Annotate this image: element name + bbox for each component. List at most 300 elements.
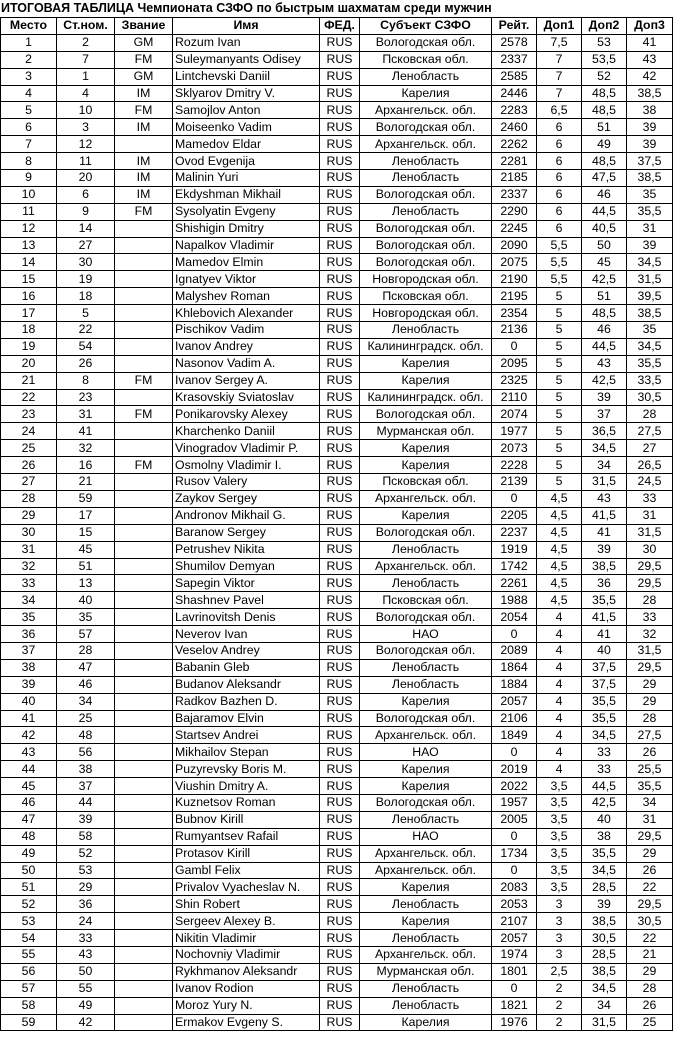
cell-tiebreak1: 5 xyxy=(537,288,582,305)
cell-tiebreak1: 4,5 xyxy=(537,490,582,507)
cell-tiebreak3: 33 xyxy=(627,490,673,507)
cell-rating: 2446 xyxy=(492,85,537,102)
cell-federation: RUS xyxy=(320,153,360,170)
cell-title xyxy=(115,727,173,744)
cell-place: 26 xyxy=(1,457,57,474)
cell-place: 50 xyxy=(1,862,57,879)
cell-name: Ovod Evgenija xyxy=(173,153,320,170)
cell-title xyxy=(115,220,173,237)
table-row xyxy=(1,626,673,643)
cell-region: Ленобласть xyxy=(360,811,492,828)
cell-tiebreak1: 5 xyxy=(537,474,582,491)
cell-title xyxy=(115,980,173,997)
cell-place: 17 xyxy=(1,305,57,322)
cell-tiebreak2: 53 xyxy=(582,34,627,51)
cell-start-number: 42 xyxy=(57,1014,115,1031)
cell-rating: 1742 xyxy=(492,558,537,575)
results-body xyxy=(1,34,673,1031)
cell-title xyxy=(115,913,173,930)
cell-place: 27 xyxy=(1,474,57,491)
cell-start-number: 38 xyxy=(57,761,115,778)
cell-tiebreak2: 42,5 xyxy=(582,271,627,288)
cell-tiebreak2: 37 xyxy=(582,406,627,423)
cell-rating: 2136 xyxy=(492,322,537,339)
cell-tiebreak1: 4 xyxy=(537,693,582,710)
cell-name: Vinogradov Vladimir P. xyxy=(173,440,320,457)
cell-rating: 2089 xyxy=(492,642,537,659)
cell-tiebreak1: 7 xyxy=(537,85,582,102)
cell-region: НАО xyxy=(360,744,492,761)
cell-name: Ivanov Sergey A. xyxy=(173,372,320,389)
cell-title xyxy=(115,524,173,541)
table-row xyxy=(1,609,673,626)
cell-title xyxy=(115,963,173,980)
table-row xyxy=(1,68,673,85)
cell-name: Nochovniy Vladimir xyxy=(173,946,320,963)
cell-federation: RUS xyxy=(320,761,360,778)
cell-title xyxy=(115,609,173,626)
cell-start-number: 14 xyxy=(57,220,115,237)
cell-region: Новгородская обл. xyxy=(360,305,492,322)
cell-tiebreak3: 31 xyxy=(627,220,673,237)
cell-federation: RUS xyxy=(320,980,360,997)
cell-title: FM xyxy=(115,406,173,423)
cell-title xyxy=(115,659,173,676)
cell-title xyxy=(115,896,173,913)
cell-tiebreak2: 38,5 xyxy=(582,913,627,930)
cell-start-number: 27 xyxy=(57,237,115,254)
cell-tiebreak3: 31,5 xyxy=(627,642,673,659)
cell-tiebreak2: 34,5 xyxy=(582,980,627,997)
cell-tiebreak3: 33,5 xyxy=(627,372,673,389)
cell-name: Kuznetsov Roman xyxy=(173,794,320,811)
cell-region: Ленобласть xyxy=(360,153,492,170)
cell-place: 56 xyxy=(1,963,57,980)
cell-rating: 1734 xyxy=(492,845,537,862)
cell-place: 57 xyxy=(1,980,57,997)
cell-tiebreak2: 48,5 xyxy=(582,102,627,119)
cell-name: Mikhailov Stepan xyxy=(173,744,320,761)
cell-region: Ленобласть xyxy=(360,896,492,913)
cell-tiebreak2: 53,5 xyxy=(582,51,627,68)
cell-federation: RUS xyxy=(320,710,360,727)
cell-title xyxy=(115,474,173,491)
cell-tiebreak2: 41 xyxy=(582,626,627,643)
cell-name: Mamedov Elmin xyxy=(173,254,320,271)
cell-rating: 2057 xyxy=(492,693,537,710)
cell-rating: 2354 xyxy=(492,305,537,322)
cell-title: FM xyxy=(115,372,173,389)
cell-tiebreak3: 35,5 xyxy=(627,355,673,372)
cell-federation: RUS xyxy=(320,136,360,153)
cell-title xyxy=(115,693,173,710)
cell-name: Shin Robert xyxy=(173,896,320,913)
cell-place: 53 xyxy=(1,913,57,930)
cell-name: Ermakov Evgeny S. xyxy=(173,1014,320,1031)
cell-rating: 1919 xyxy=(492,541,537,558)
cell-federation: RUS xyxy=(320,862,360,879)
cell-region: Вологодская обл. xyxy=(360,237,492,254)
cell-tiebreak3: 37,5 xyxy=(627,153,673,170)
cell-title xyxy=(115,761,173,778)
cell-tiebreak3: 29,5 xyxy=(627,558,673,575)
cell-tiebreak2: 48,5 xyxy=(582,153,627,170)
cell-start-number: 57 xyxy=(57,626,115,643)
cell-region: Вологодская обл. xyxy=(360,794,492,811)
cell-federation: RUS xyxy=(320,575,360,592)
cell-tiebreak3: 29 xyxy=(627,676,673,693)
cell-tiebreak3: 38,5 xyxy=(627,85,673,102)
cell-title xyxy=(115,338,173,355)
table-row xyxy=(1,659,673,676)
cell-tiebreak3: 22 xyxy=(627,879,673,896)
cell-region: Карелия xyxy=(360,507,492,524)
cell-tiebreak2: 46 xyxy=(582,186,627,203)
cell-start-number: 51 xyxy=(57,558,115,575)
cell-tiebreak2: 36 xyxy=(582,575,627,592)
cell-tiebreak2: 39 xyxy=(582,389,627,406)
cell-start-number: 30 xyxy=(57,254,115,271)
cell-rating: 1821 xyxy=(492,997,537,1014)
cell-name: Andronov Mikhail G. xyxy=(173,507,320,524)
cell-tiebreak1: 5,5 xyxy=(537,254,582,271)
cell-tiebreak2: 34,5 xyxy=(582,440,627,457)
cell-tiebreak2: 34,5 xyxy=(582,862,627,879)
cell-name: Lintchevski Daniil xyxy=(173,68,320,85)
table-row xyxy=(1,254,673,271)
cell-start-number: 50 xyxy=(57,963,115,980)
cell-start-number: 15 xyxy=(57,524,115,541)
cell-start-number: 53 xyxy=(57,862,115,879)
cell-title: IM xyxy=(115,170,173,187)
cell-tiebreak3: 39,5 xyxy=(627,288,673,305)
cell-tiebreak1: 4,5 xyxy=(537,558,582,575)
cell-region: Псковская обл. xyxy=(360,592,492,609)
cell-region: Архангельск. обл. xyxy=(360,845,492,862)
cell-place: 12 xyxy=(1,220,57,237)
cell-rating: 2337 xyxy=(492,186,537,203)
cell-title xyxy=(115,676,173,693)
column-header-name: Имя xyxy=(173,18,320,35)
cell-title xyxy=(115,592,173,609)
table-row xyxy=(1,85,673,102)
cell-tiebreak1: 7 xyxy=(537,51,582,68)
cell-name: Krasovskiy Sviatoslav xyxy=(173,389,320,406)
cell-rating: 1849 xyxy=(492,727,537,744)
cell-region: Ленобласть xyxy=(360,322,492,339)
table-row xyxy=(1,997,673,1014)
cell-rating: 2019 xyxy=(492,761,537,778)
cell-title: IM xyxy=(115,186,173,203)
table-row xyxy=(1,203,673,220)
cell-rating: 1864 xyxy=(492,659,537,676)
cell-tiebreak2: 43 xyxy=(582,490,627,507)
cell-region: Карелия xyxy=(360,85,492,102)
cell-region: Ленобласть xyxy=(360,68,492,85)
cell-name: Sapegin Viktor xyxy=(173,575,320,592)
cell-rating: 2578 xyxy=(492,34,537,51)
cell-place: 3 xyxy=(1,68,57,85)
results-table xyxy=(0,17,673,1031)
cell-region: Архангельск. обл. xyxy=(360,862,492,879)
table-row xyxy=(1,558,673,575)
cell-start-number: 28 xyxy=(57,642,115,659)
cell-name: Bubnov Kirill xyxy=(173,811,320,828)
cell-tiebreak1: 6 xyxy=(537,203,582,220)
cell-rating: 1957 xyxy=(492,794,537,811)
cell-start-number: 36 xyxy=(57,896,115,913)
cell-rating: 2585 xyxy=(492,68,537,85)
cell-region: Ленобласть xyxy=(360,575,492,592)
cell-tiebreak1: 2 xyxy=(537,1014,582,1031)
cell-federation: RUS xyxy=(320,68,360,85)
cell-region: Карелия xyxy=(360,440,492,457)
cell-region: Вологодская обл. xyxy=(360,710,492,727)
cell-tiebreak1: 3 xyxy=(537,913,582,930)
cell-rating: 0 xyxy=(492,490,537,507)
cell-title xyxy=(115,440,173,457)
table-row xyxy=(1,406,673,423)
cell-start-number: 17 xyxy=(57,507,115,524)
cell-tiebreak3: 33 xyxy=(627,609,673,626)
cell-tiebreak2: 48,5 xyxy=(582,85,627,102)
table-row xyxy=(1,845,673,862)
cell-region: Карелия xyxy=(360,693,492,710)
cell-start-number: 39 xyxy=(57,811,115,828)
cell-tiebreak3: 22 xyxy=(627,930,673,947)
cell-title: GM xyxy=(115,68,173,85)
cell-title: GM xyxy=(115,34,173,51)
cell-rating: 2057 xyxy=(492,930,537,947)
cell-place: 16 xyxy=(1,288,57,305)
cell-tiebreak3: 28 xyxy=(627,710,673,727)
cell-federation: RUS xyxy=(320,507,360,524)
cell-name: Moroz Yury N. xyxy=(173,997,320,1014)
cell-tiebreak3: 38 xyxy=(627,102,673,119)
cell-title xyxy=(115,305,173,322)
cell-region: Псковская обл. xyxy=(360,51,492,68)
cell-start-number: 22 xyxy=(57,322,115,339)
cell-federation: RUS xyxy=(320,322,360,339)
cell-tiebreak1: 3 xyxy=(537,896,582,913)
cell-place: 47 xyxy=(1,811,57,828)
cell-federation: RUS xyxy=(320,119,360,136)
cell-start-number: 47 xyxy=(57,659,115,676)
cell-title xyxy=(115,811,173,828)
cell-name: Rozum Ivan xyxy=(173,34,320,51)
table-row xyxy=(1,474,673,491)
cell-region: Калининградск. обл. xyxy=(360,338,492,355)
cell-place: 41 xyxy=(1,710,57,727)
cell-rating: 0 xyxy=(492,980,537,997)
cell-rating: 0 xyxy=(492,828,537,845)
cell-tiebreak1: 5 xyxy=(537,389,582,406)
cell-tiebreak3: 28 xyxy=(627,406,673,423)
cell-region: Псковская обл. xyxy=(360,288,492,305)
cell-tiebreak1: 5 xyxy=(537,372,582,389)
cell-place: 44 xyxy=(1,761,57,778)
cell-name: Samojlov Anton xyxy=(173,102,320,119)
column-header-tiebreak2: Доп2 xyxy=(582,18,627,35)
cell-region: Карелия xyxy=(360,778,492,795)
cell-name: Nasonov Vadim A. xyxy=(173,355,320,372)
cell-tiebreak2: 38 xyxy=(582,828,627,845)
cell-tiebreak1: 4,5 xyxy=(537,592,582,609)
cell-federation: RUS xyxy=(320,794,360,811)
table-row xyxy=(1,896,673,913)
cell-federation: RUS xyxy=(320,997,360,1014)
cell-name: Ivanov Andrey xyxy=(173,338,320,355)
cell-region: Вологодская обл. xyxy=(360,524,492,541)
table-row xyxy=(1,440,673,457)
cell-start-number: 5 xyxy=(57,305,115,322)
cell-region: Вологодская обл. xyxy=(360,186,492,203)
cell-rating: 1988 xyxy=(492,592,537,609)
cell-title xyxy=(115,879,173,896)
cell-name: Suleymanyants Odisey xyxy=(173,51,320,68)
cell-start-number: 9 xyxy=(57,203,115,220)
cell-start-number: 49 xyxy=(57,997,115,1014)
cell-tiebreak2: 28,5 xyxy=(582,946,627,963)
cell-tiebreak2: 34,5 xyxy=(582,727,627,744)
cell-tiebreak3: 32 xyxy=(627,626,673,643)
cell-name: Mamedov Eldar xyxy=(173,136,320,153)
cell-region: Ленобласть xyxy=(360,659,492,676)
cell-federation: RUS xyxy=(320,946,360,963)
cell-region: Карелия xyxy=(360,1014,492,1031)
cell-tiebreak2: 35,5 xyxy=(582,592,627,609)
cell-title: FM xyxy=(115,102,173,119)
column-header-title: Звание xyxy=(115,18,173,35)
cell-tiebreak3: 38,5 xyxy=(627,170,673,187)
cell-federation: RUS xyxy=(320,1014,360,1031)
table-row xyxy=(1,457,673,474)
table-row xyxy=(1,170,673,187)
cell-place: 2 xyxy=(1,51,57,68)
cell-tiebreak3: 34,5 xyxy=(627,338,673,355)
table-row xyxy=(1,1014,673,1031)
cell-name: Malyshev Roman xyxy=(173,288,320,305)
cell-tiebreak1: 5 xyxy=(537,440,582,457)
cell-tiebreak1: 6,5 xyxy=(537,102,582,119)
cell-tiebreak1: 4,5 xyxy=(537,524,582,541)
cell-tiebreak3: 39 xyxy=(627,237,673,254)
cell-tiebreak3: 28 xyxy=(627,592,673,609)
cell-region: Вологодская обл. xyxy=(360,119,492,136)
cell-start-number: 40 xyxy=(57,592,115,609)
cell-tiebreak3: 26,5 xyxy=(627,457,673,474)
cell-name: Moiseenko Vadim xyxy=(173,119,320,136)
cell-tiebreak2: 40,5 xyxy=(582,220,627,237)
cell-tiebreak3: 21 xyxy=(627,946,673,963)
cell-tiebreak3: 26 xyxy=(627,744,673,761)
cell-federation: RUS xyxy=(320,744,360,761)
cell-name: Privalov Vyacheslav N. xyxy=(173,879,320,896)
cell-tiebreak3: 31 xyxy=(627,507,673,524)
cell-region: Карелия xyxy=(360,355,492,372)
column-header-tiebreak3: Доп3 xyxy=(627,18,673,35)
table-row xyxy=(1,642,673,659)
cell-tiebreak3: 39 xyxy=(627,136,673,153)
cell-rating: 2073 xyxy=(492,440,537,457)
cell-place: 51 xyxy=(1,879,57,896)
cell-name: Ponikarovsky Alexey xyxy=(173,406,320,423)
cell-tiebreak1: 7,5 xyxy=(537,34,582,51)
cell-federation: RUS xyxy=(320,727,360,744)
cell-tiebreak2: 51 xyxy=(582,288,627,305)
cell-region: Вологодская обл. xyxy=(360,642,492,659)
cell-place: 7 xyxy=(1,136,57,153)
cell-place: 23 xyxy=(1,406,57,423)
cell-start-number: 46 xyxy=(57,676,115,693)
cell-region: Калининградск. обл. xyxy=(360,389,492,406)
cell-place: 54 xyxy=(1,930,57,947)
table-row xyxy=(1,778,673,795)
cell-region: НАО xyxy=(360,828,492,845)
cell-federation: RUS xyxy=(320,305,360,322)
cell-rating: 1977 xyxy=(492,423,537,440)
cell-tiebreak2: 35,5 xyxy=(582,693,627,710)
cell-name: Veselov Andrey xyxy=(173,642,320,659)
cell-tiebreak2: 31,5 xyxy=(582,1014,627,1031)
cell-start-number: 52 xyxy=(57,845,115,862)
cell-federation: RUS xyxy=(320,372,360,389)
column-header-place: Место xyxy=(1,18,57,35)
table-row xyxy=(1,693,673,710)
cell-region: Ленобласть xyxy=(360,676,492,693)
cell-federation: RUS xyxy=(320,879,360,896)
cell-start-number: 16 xyxy=(57,457,115,474)
cell-tiebreak2: 44,5 xyxy=(582,203,627,220)
cell-region: Ленобласть xyxy=(360,980,492,997)
cell-place: 18 xyxy=(1,322,57,339)
cell-tiebreak2: 48,5 xyxy=(582,305,627,322)
cell-title xyxy=(115,930,173,947)
table-row xyxy=(1,355,673,372)
table-row xyxy=(1,507,673,524)
cell-rating: 2185 xyxy=(492,170,537,187)
cell-place: 8 xyxy=(1,153,57,170)
cell-federation: RUS xyxy=(320,288,360,305)
cell-place: 9 xyxy=(1,170,57,187)
cell-tiebreak1: 6 xyxy=(537,186,582,203)
cell-start-number: 26 xyxy=(57,355,115,372)
cell-place: 14 xyxy=(1,254,57,271)
table-row xyxy=(1,34,673,51)
cell-tiebreak1: 3,5 xyxy=(537,811,582,828)
table-row xyxy=(1,423,673,440)
cell-start-number: 19 xyxy=(57,271,115,288)
cell-tiebreak2: 41,5 xyxy=(582,609,627,626)
cell-place: 25 xyxy=(1,440,57,457)
cell-place: 28 xyxy=(1,490,57,507)
cell-tiebreak2: 51 xyxy=(582,119,627,136)
column-header-region: Субъект СЗФО xyxy=(360,18,492,35)
cell-start-number: 12 xyxy=(57,136,115,153)
cell-rating: 2107 xyxy=(492,913,537,930)
cell-federation: RUS xyxy=(320,558,360,575)
cell-name: Sergeev Alexey B. xyxy=(173,913,320,930)
cell-tiebreak1: 5 xyxy=(537,355,582,372)
cell-tiebreak2: 52 xyxy=(582,68,627,85)
cell-start-number: 43 xyxy=(57,946,115,963)
cell-region: Ленобласть xyxy=(360,997,492,1014)
cell-start-number: 25 xyxy=(57,710,115,727)
cell-federation: RUS xyxy=(320,490,360,507)
cell-tiebreak3: 29,5 xyxy=(627,828,673,845)
cell-tiebreak1: 2 xyxy=(537,997,582,1014)
cell-tiebreak3: 31 xyxy=(627,811,673,828)
